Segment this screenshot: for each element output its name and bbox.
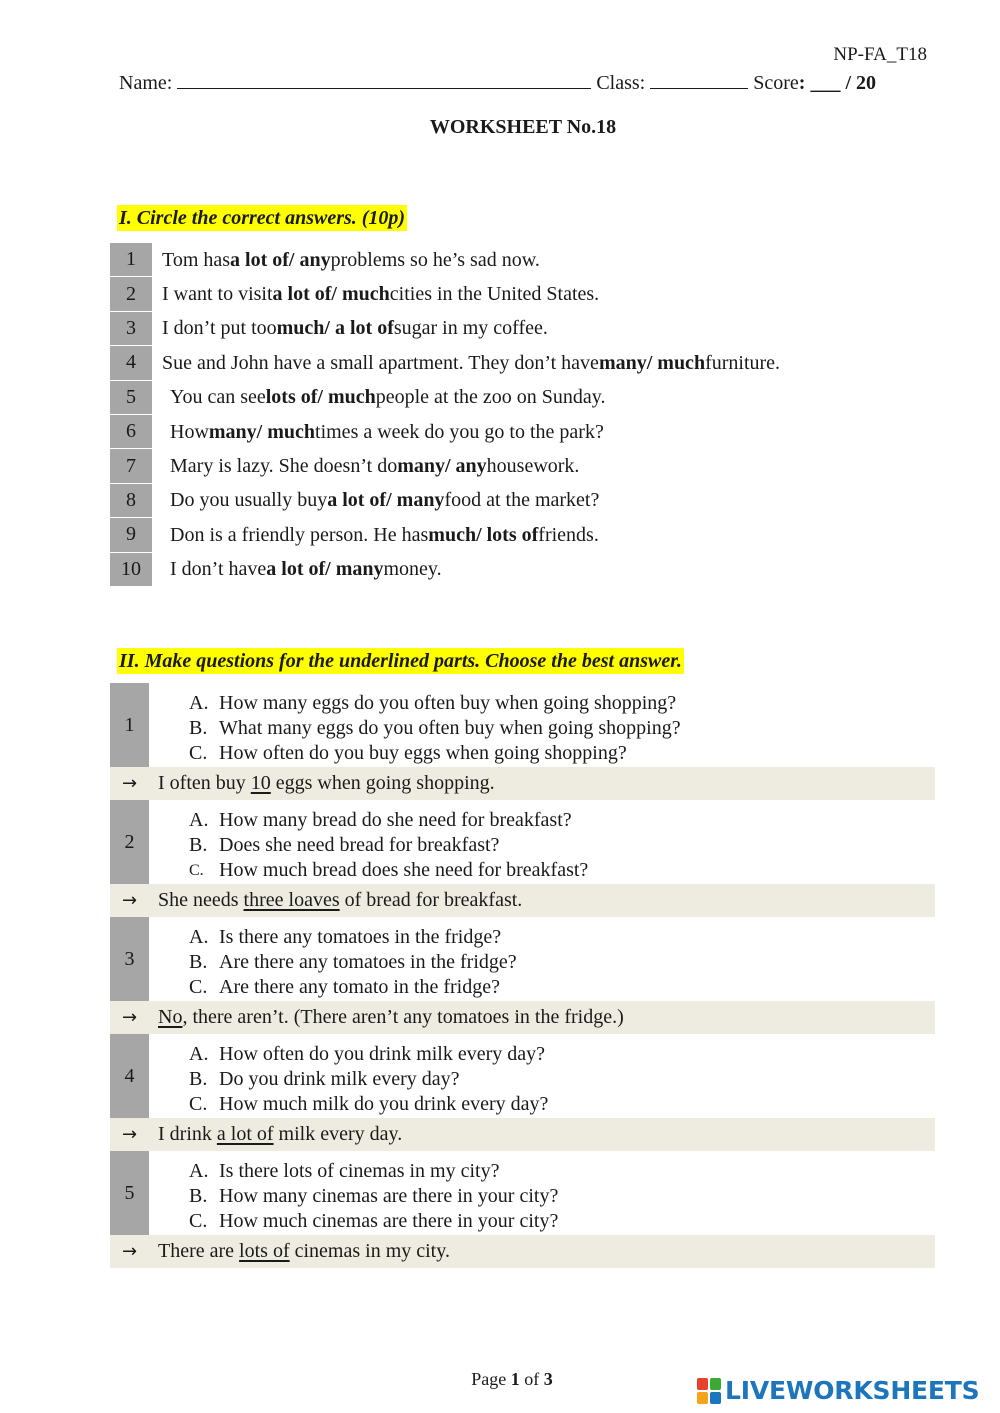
option-letter: B. <box>189 717 208 739</box>
option-text: Do you drink milk every day? <box>219 1068 460 1090</box>
option-list <box>149 683 681 767</box>
option-list <box>149 1151 558 1235</box>
option-letter: C. <box>189 976 208 998</box>
answer-choice[interactable]: many/ much <box>208 420 316 443</box>
underlined-part: a lot of <box>216 1123 274 1145</box>
answer-choice[interactable]: a lot of/ many <box>266 558 384 581</box>
underlined-part: three loaves <box>243 889 340 911</box>
part2-question-list <box>110 683 935 1268</box>
question-text <box>152 449 579 483</box>
option-letter: C. <box>189 742 208 764</box>
answer-choice[interactable]: much/ lots of <box>428 523 539 546</box>
question-row <box>110 415 780 449</box>
statement-after: , there aren’t. (There aren’t any tomatoes in the fridge.) <box>182 1006 624 1028</box>
option-letter: B. <box>189 1068 208 1090</box>
answer-option[interactable] <box>189 925 517 950</box>
question-text-after: cities in the United States. <box>389 283 600 306</box>
answer-option[interactable] <box>189 1092 548 1117</box>
answer-statement-row <box>110 1235 935 1268</box>
question-text <box>152 243 540 277</box>
question-text <box>152 346 780 380</box>
statement-after: eggs when going shopping. <box>270 772 495 794</box>
option-letter: A. <box>189 926 209 948</box>
answer-option[interactable] <box>189 1209 558 1234</box>
question-block <box>110 800 935 884</box>
answer-statement <box>149 1240 450 1263</box>
question-number: 8 <box>110 484 152 518</box>
question-row <box>110 518 780 552</box>
question-number: 6 <box>110 415 152 449</box>
statement-after: milk every day. <box>273 1123 403 1145</box>
statement-before: I often buy <box>158 772 251 794</box>
answer-statement <box>149 1123 402 1146</box>
answer-choice[interactable]: lots of/ much <box>265 386 376 409</box>
question-number: 4 <box>110 1034 149 1118</box>
part1-question-list <box>110 243 780 587</box>
option-letter: A. <box>189 809 209 831</box>
answer-option[interactable] <box>189 1184 558 1209</box>
question-text <box>152 553 442 587</box>
question-text <box>152 518 599 552</box>
score-total: / 20 <box>845 72 876 94</box>
question-text <box>152 484 599 518</box>
question-number: 3 <box>110 917 149 1001</box>
option-text: Are there any tomatoes in the fridge? <box>219 951 517 973</box>
question-row <box>110 346 780 380</box>
question-number: 1 <box>110 243 152 277</box>
option-letter: C. <box>189 862 204 879</box>
option-text: How many eggs do you often buy when going shopping? <box>219 692 677 714</box>
score-label: Score: <box>753 72 806 94</box>
option-text: Is there lots of cinemas in my city? <box>219 1160 500 1182</box>
question-row <box>110 277 780 311</box>
part1-heading: I. Circle the correct answers. (10p) <box>119 207 406 229</box>
answer-statement-row <box>110 1118 935 1151</box>
answer-option[interactable] <box>189 716 681 741</box>
option-text: How much bread does she need for breakfast? <box>219 859 589 881</box>
answer-option[interactable] <box>189 691 681 716</box>
answer-option[interactable] <box>189 1042 548 1067</box>
question-number: 3 <box>110 312 152 346</box>
answer-statement <box>149 889 522 912</box>
answer-choice[interactable]: many/ any <box>397 455 487 478</box>
answer-choice[interactable]: much/ a lot of <box>276 317 394 340</box>
question-row <box>110 243 780 277</box>
logo-tile <box>710 1392 721 1404</box>
statement-before: There are <box>158 1240 240 1262</box>
answer-statement-row <box>110 1001 935 1034</box>
option-text: How many cinemas are there in your city? <box>219 1185 559 1207</box>
arrow-right-icon: → <box>121 773 138 794</box>
question-text-before: I don’t put too <box>162 317 277 340</box>
student-info-line <box>119 72 876 95</box>
option-letter: A. <box>189 1043 209 1065</box>
answer-statement-row <box>110 767 935 800</box>
question-row <box>110 553 780 587</box>
answer-option[interactable] <box>189 1067 548 1092</box>
answer-choice[interactable]: a lot of/ any <box>230 248 331 271</box>
page-footer: Page 1 of 3 <box>471 1369 553 1389</box>
question-text-after: problems so he’s sad now. <box>330 248 540 271</box>
arrow-right-icon: → <box>121 1124 138 1145</box>
answer-statement <box>149 1006 624 1029</box>
question-text-before: I don’t have <box>170 558 267 581</box>
answer-option[interactable] <box>189 741 681 766</box>
question-text-after: people at the zoo on Sunday. <box>375 386 606 409</box>
option-text: How much milk do you drink every day? <box>219 1093 549 1115</box>
arrow-right-icon: → <box>121 890 138 911</box>
option-letter: B. <box>189 951 208 973</box>
answer-statement <box>149 772 495 795</box>
answer-option[interactable] <box>189 950 517 975</box>
question-number: 5 <box>110 381 152 415</box>
question-text-before: How <box>170 420 209 443</box>
answer-option[interactable] <box>189 975 517 1000</box>
logo-icon <box>697 1378 721 1404</box>
question-number: 10 <box>110 553 152 587</box>
question-text-before: Mary is lazy. She doesn’t do <box>170 455 398 478</box>
worksheet-title: WORKSHEET No.18 <box>429 116 617 138</box>
question-block <box>110 1034 935 1118</box>
question-text <box>152 277 599 311</box>
option-list <box>149 917 517 1001</box>
question-number: 5 <box>110 1151 149 1235</box>
question-number: 4 <box>110 346 152 380</box>
option-text: How many bread do she need for breakfast? <box>219 809 572 831</box>
question-text-before: Sue and John have a small apartment. They don’t have <box>162 351 599 374</box>
option-text: Does she need bread for breakfast? <box>219 834 500 856</box>
question-row <box>110 484 780 518</box>
name-blank[interactable] <box>177 73 591 89</box>
option-letter: A. <box>189 1160 209 1182</box>
logo-text: LIVEWORKSHEETS <box>725 1376 980 1405</box>
underlined-part: 10 <box>250 772 271 794</box>
question-text-after: food at the market? <box>444 489 600 512</box>
underlined-part: lots of <box>239 1240 290 1262</box>
option-letter: B. <box>189 1185 208 1207</box>
statement-after: of bread for breakfast. <box>339 889 523 911</box>
question-text-before: You can see <box>170 386 266 409</box>
answer-option[interactable] <box>189 1159 558 1184</box>
answer-statement-row <box>110 884 935 917</box>
option-letter: A. <box>189 692 209 714</box>
option-list <box>149 1034 548 1118</box>
answer-option[interactable] <box>189 833 588 858</box>
question-number: 2 <box>110 277 152 311</box>
question-text-after: money. <box>383 558 442 581</box>
option-list <box>149 800 588 884</box>
option-text: What many eggs do you often buy when going shopping? <box>219 717 681 739</box>
underlined-part: No <box>158 1006 183 1028</box>
question-number: 9 <box>110 518 152 552</box>
logo-tile <box>697 1378 708 1390</box>
question-text-before: I want to visit <box>162 283 273 306</box>
option-text: How often do you drink milk every day? <box>219 1043 546 1065</box>
answer-option[interactable] <box>189 808 588 833</box>
answer-choice[interactable]: a lot of/ many <box>327 489 445 512</box>
option-text: Is there any tomatoes in the fridge? <box>219 926 502 948</box>
score-blank[interactable]: ___ <box>810 72 841 94</box>
question-text-after: furniture. <box>705 351 781 374</box>
option-letter: B. <box>189 834 208 856</box>
option-text: How often do you buy eggs when going shopping? <box>219 742 627 764</box>
statement-before: She needs <box>158 889 244 911</box>
logo-tile <box>710 1378 721 1390</box>
worksheet-code: NP-FA_T18 <box>833 44 927 65</box>
question-text-before: Tom has <box>162 248 231 271</box>
question-row <box>110 381 780 415</box>
class-blank[interactable] <box>650 73 748 89</box>
name-label: Name: <box>119 72 173 94</box>
option-letter: C. <box>189 1093 208 1115</box>
question-number: 1 <box>110 683 149 767</box>
arrow-right-icon: → <box>121 1007 138 1028</box>
question-text-before: Do you usually buy <box>170 489 328 512</box>
answer-option[interactable] <box>189 858 588 883</box>
question-text <box>152 312 548 346</box>
option-text: How much cinemas are there in your city? <box>219 1210 559 1232</box>
question-text-after: times a week do you go to the park? <box>315 420 604 443</box>
question-text-after: housework. <box>486 455 580 478</box>
liveworksheets-logo <box>697 1376 979 1405</box>
arrow-right-icon: → <box>121 1241 138 1262</box>
question-number: 2 <box>110 800 149 884</box>
logo-tile <box>697 1392 708 1404</box>
question-text-after: friends. <box>538 523 599 546</box>
question-row <box>110 449 780 483</box>
option-text: Are there any tomato in the fridge? <box>219 976 500 998</box>
option-letter: C. <box>189 1210 208 1232</box>
question-text-after: sugar in my coffee. <box>393 317 548 340</box>
statement-after: cinemas in my city. <box>289 1240 450 1262</box>
part2-heading: II. Make questions for the underlined parts. Choose the best answer. <box>119 650 682 672</box>
question-row <box>110 312 780 346</box>
question-block <box>110 1151 935 1235</box>
question-text <box>152 381 606 415</box>
question-block <box>110 683 935 767</box>
question-number: 7 <box>110 449 152 483</box>
question-text <box>152 415 604 449</box>
question-block <box>110 917 935 1001</box>
question-text-before: Don is a friendly person. He has <box>170 523 429 546</box>
answer-choice[interactable]: many/ much <box>598 351 706 374</box>
class-label: Class: <box>596 72 646 94</box>
answer-choice[interactable]: a lot of/ much <box>272 283 390 306</box>
statement-before: I drink <box>158 1123 217 1145</box>
